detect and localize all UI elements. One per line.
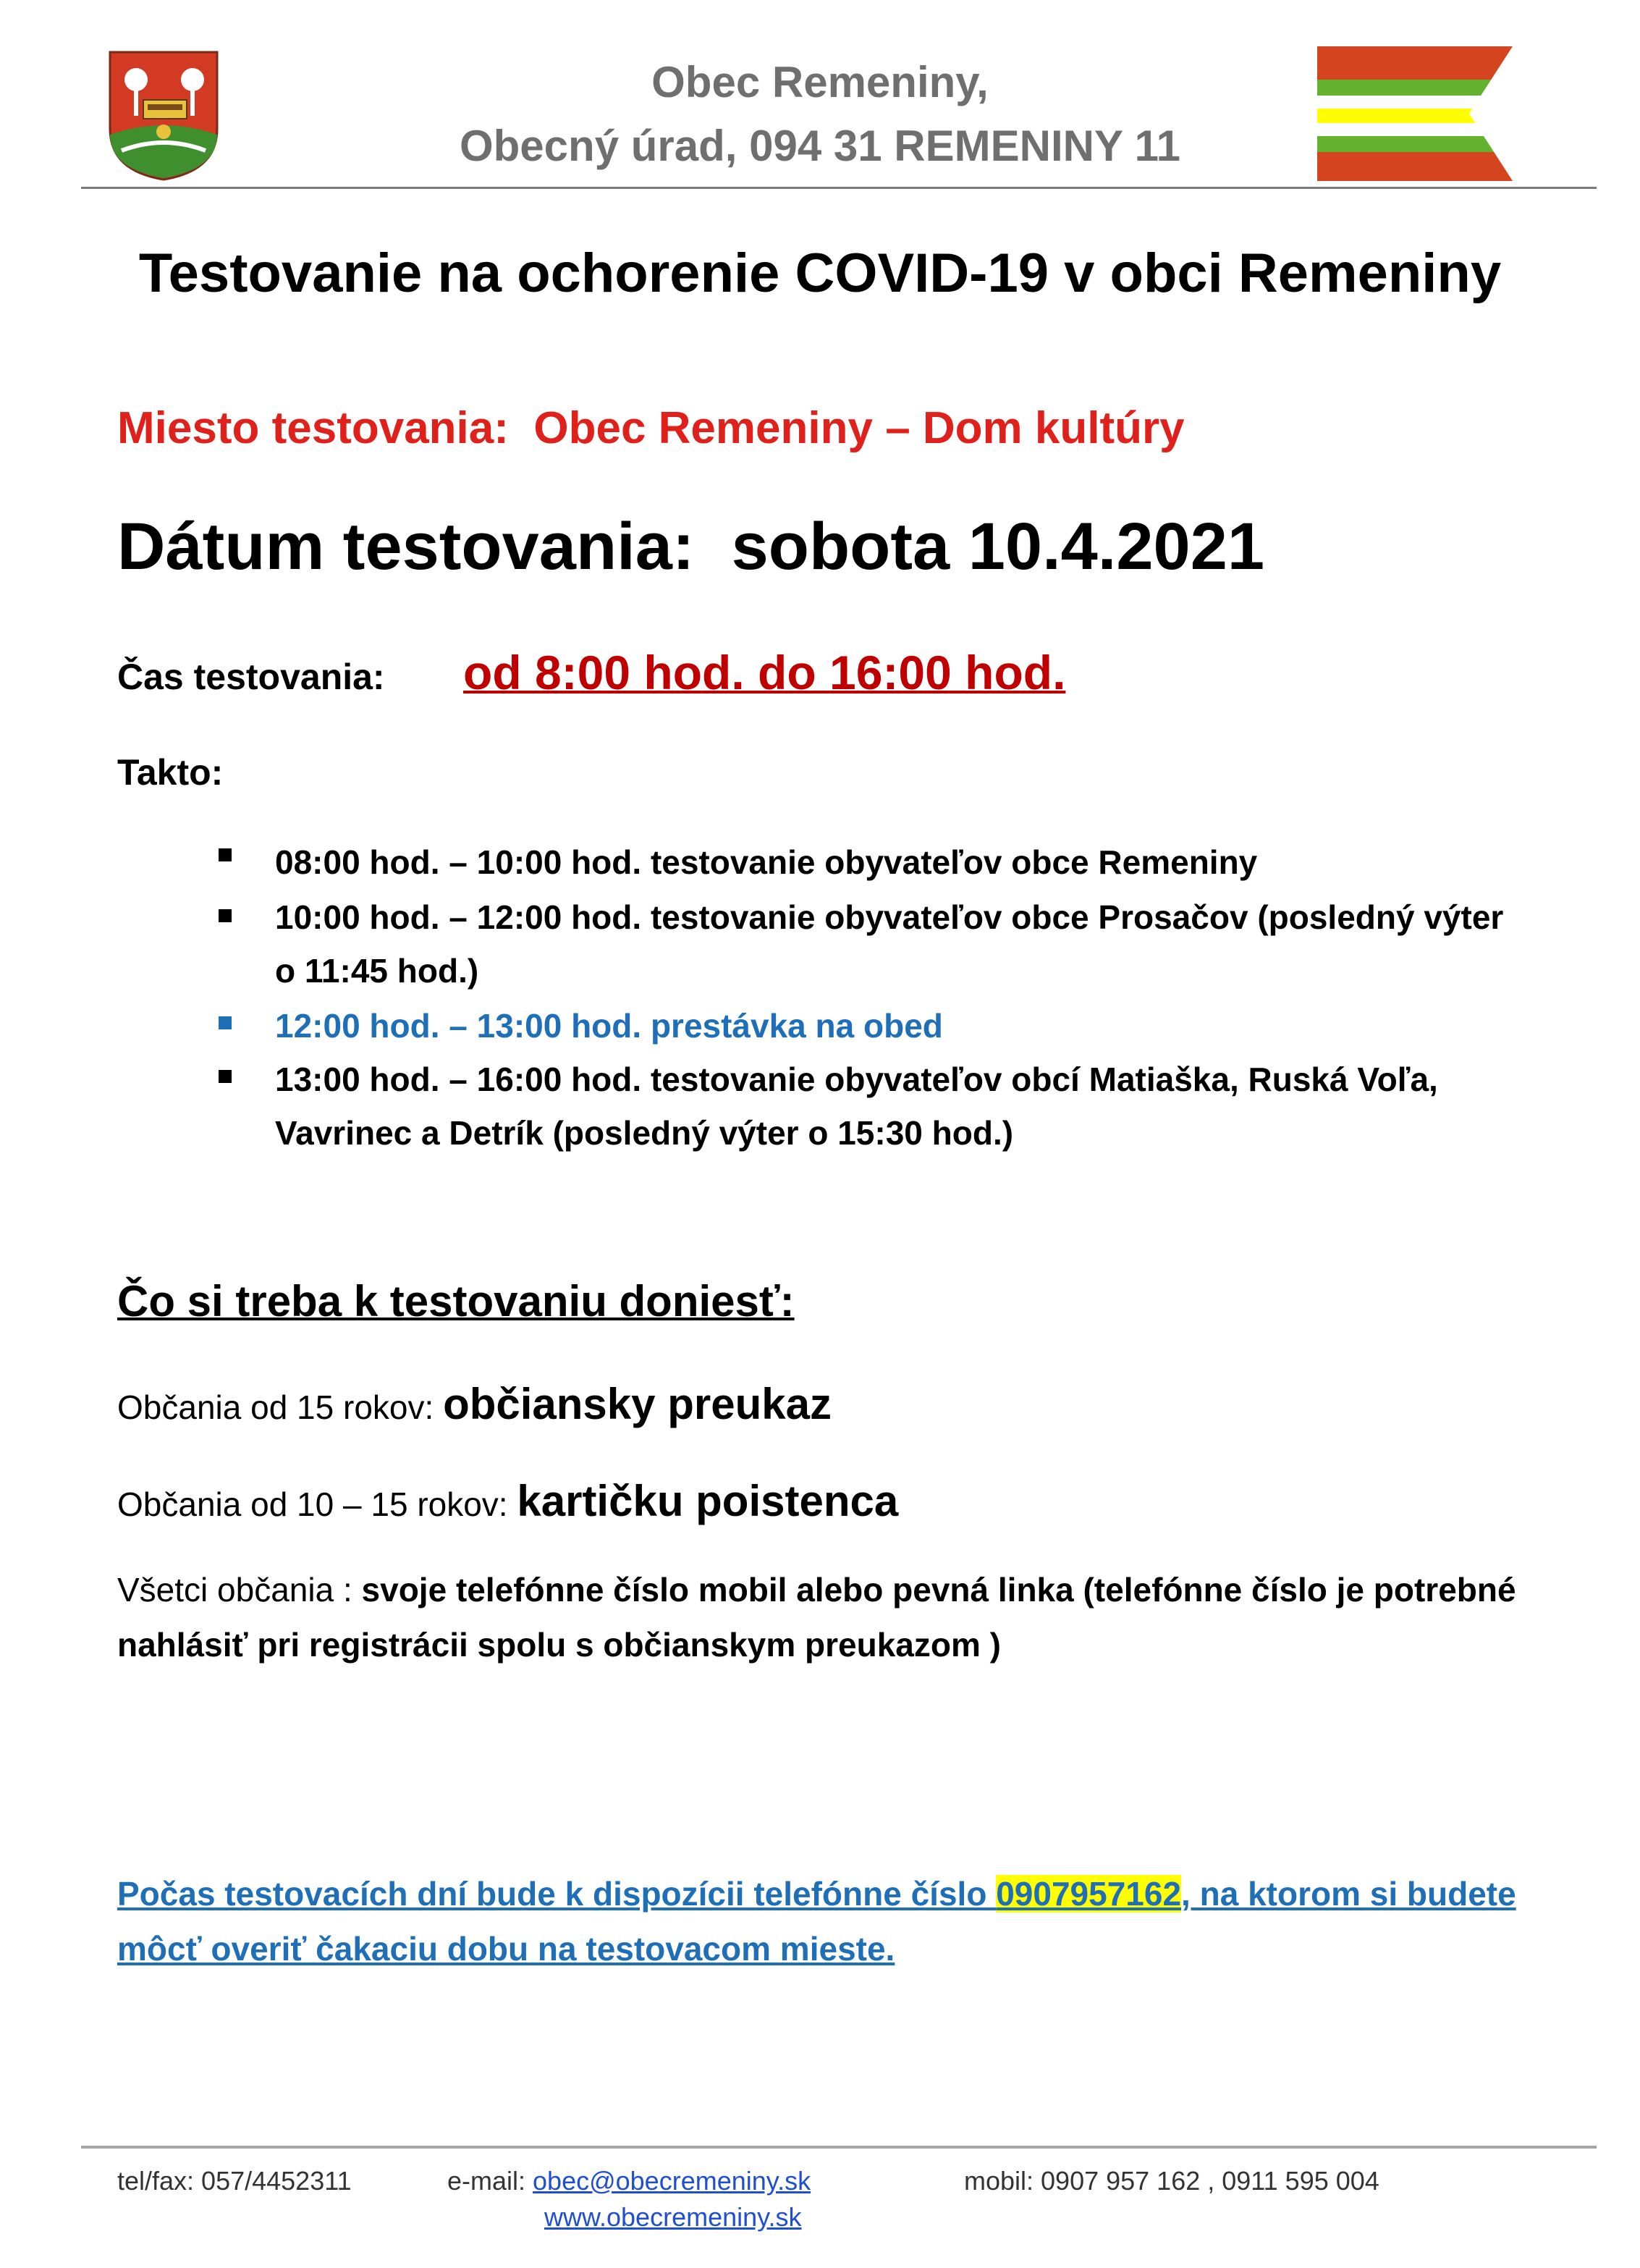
schedule-item-1: 08:00 hod. – 10:00 hod. testovanie obyvateľov obce Remeniny <box>275 843 1258 881</box>
footer-email <box>447 2163 811 2199</box>
bring-row-all-value: svoje telefónne číslo mobil alebo pevná linka (telefónne číslo je potrebné <box>361 1571 1516 1609</box>
list-bullet <box>219 848 232 861</box>
schedule-item-3: 12:00 hod. – 13:00 hod. prestávka na obed <box>275 1007 943 1045</box>
schedule-label: Takto: <box>117 752 224 793</box>
testing-date <box>117 507 1264 586</box>
footer-divider <box>81 2146 1597 2149</box>
schedule-item-4-line1: 13:00 hod. – 16:00 hod. testovanie obyvateľov obcí Matiaška, Ruská Voľa, <box>275 1061 1438 1098</box>
bring-section-title: Čo si treba k testovaniu doniesť: <box>117 1277 795 1325</box>
list-bullet <box>219 909 232 922</box>
testing-date-label: Dátum testovania: <box>117 510 695 583</box>
testing-time-label: Čas testovania: <box>117 657 385 697</box>
bring-row-children-label: Občania od 10 – 15 rokov: <box>117 1485 517 1523</box>
footer-website-link[interactable]: www.obecremeniny.sk <box>544 2202 802 2232</box>
bring-row-adults-label: Občania od 15 rokov: <box>117 1388 444 1426</box>
schedule-item-2-line1: 10:00 hod. – 12:00 hod. testovanie obyvateľov obce Prosačov (posledný výter <box>275 898 1504 936</box>
header-divider <box>81 187 1597 189</box>
testing-place-value: Obec Remeniny – Dom kultúry <box>533 403 1185 453</box>
schedule-item-2-line2: o 11:45 hod.) <box>275 952 479 990</box>
footer-email-link[interactable]: obec@obecremeniny.sk <box>533 2166 811 2196</box>
bring-row-adults <box>117 1375 832 1436</box>
footer-telfax: tel/fax: 057/4452311 <box>117 2166 352 2196</box>
bring-row-children-value: kartičku poistenca <box>517 1477 899 1525</box>
notice-text-before: Počas testovacích dní bude k dispozícii telefónne číslo <box>117 1875 997 1913</box>
testing-place-label: Miesto testovania: <box>117 403 509 453</box>
notice-line1 <box>117 1866 1516 1921</box>
notice-text-after: , na ktorom si budete <box>1181 1875 1516 1913</box>
list-bullet <box>219 1016 232 1029</box>
testing-place <box>117 400 1185 458</box>
schedule-item-4-line2: Vavrinec a Detrík (posledný výter o 15:30 hod.) <box>275 1114 1014 1152</box>
bring-row-all-line2: nahlásiť pri registrácii spolu s občianskym preukazom ) <box>117 1626 1001 1664</box>
document-title: Testovanie na ochorenie COVID-19 v obci Remeniny <box>138 243 1502 304</box>
footer-mobile: mobil: 0907 957 162 , 0911 595 004 <box>964 2166 1379 2196</box>
bring-row-children <box>117 1472 898 1533</box>
bring-row-all-line1 <box>117 1561 1516 1619</box>
notice-phone-number[interactable]: 0907957162 <box>996 1875 1182 1913</box>
testing-time-value: od 8:00 hod. do 16:00 hod. <box>463 646 1066 699</box>
header-village-name: Obec Remeniny, <box>651 58 989 106</box>
bring-row-adults-value: občiansky preukaz <box>443 1380 832 1428</box>
footer-email-label: e-mail: <box>447 2166 533 2196</box>
list-bullet <box>219 1070 232 1083</box>
notice-line2: môcť overiť čakaciu dobu na testovacom mieste. <box>117 1930 895 1968</box>
header-address: Obecný úrad, 094 31 REMENINY 11 <box>459 122 1180 170</box>
testing-date-value: sobota 10.4.2021 <box>731 510 1265 583</box>
bring-row-all-label: Všetci občania : <box>117 1571 362 1609</box>
